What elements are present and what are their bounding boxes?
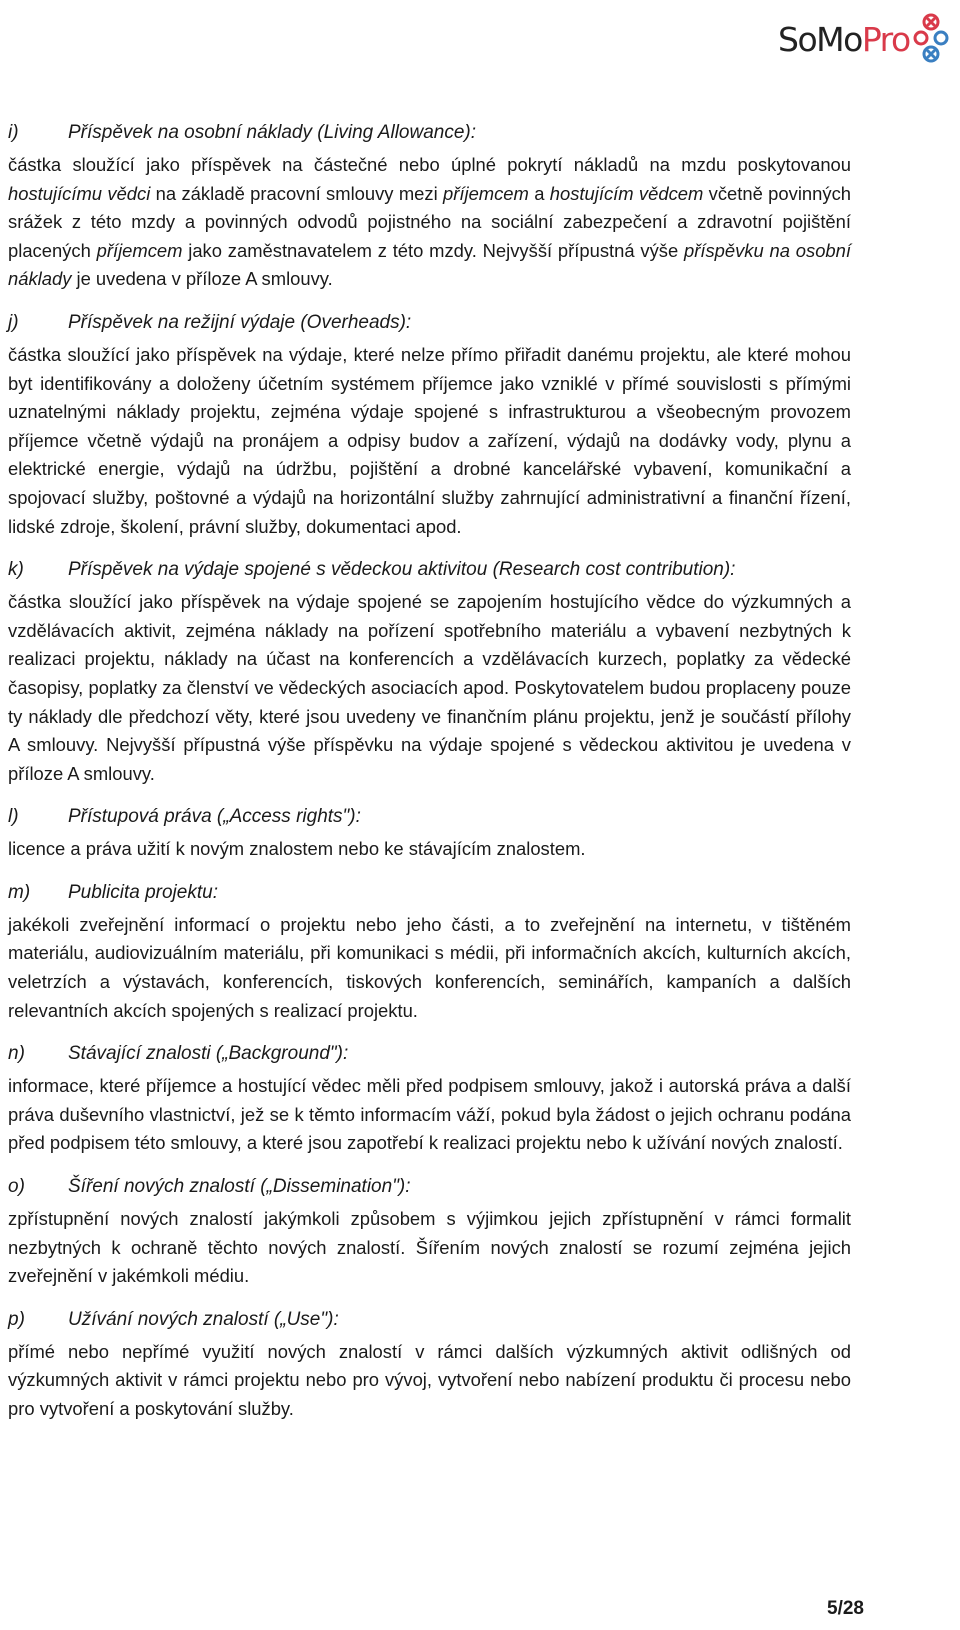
section-title-text: Příspěvek na výdaje spojené s vědeckou aktivitou (Research cost contribution): xyxy=(68,559,736,581)
section-paragraph xyxy=(8,1338,851,1424)
emphasized-term: hostujícím vědcem xyxy=(549,182,704,204)
emphasized-term: příspěvku na osobní náklady xyxy=(8,239,851,290)
section-letter: i) xyxy=(8,122,19,143)
paragraph-text: jakékoli zveřejnění informací o projektu nebo jeho části, a to zveřejnění na internetu, v tištěném materiálu, audiovizuálním materiálu, při komunikaci s médii, při informačních akcích, kulturních akcích, veletrzích a výstavách, konferencích, tiskových konferencích, seminářích, kampaních a dalších relevantních akcích spojených s realizací projektu. xyxy=(8,913,851,1021)
section-heading xyxy=(8,878,851,907)
section-heading xyxy=(8,308,851,337)
section-title-text: Přístupová práva („Access rights"): xyxy=(68,806,361,828)
document-body xyxy=(8,118,851,1438)
section-title-text: Užívání nových znalostí („Use"): xyxy=(68,1308,339,1330)
logo-text-accent: Pro xyxy=(861,20,910,59)
section-letter: m) xyxy=(8,881,31,903)
emphasized-term: hostujícímu vědci xyxy=(8,182,151,204)
section-heading xyxy=(8,118,851,147)
emphasized-term: příjemcem xyxy=(96,239,183,261)
section-letter: o) xyxy=(8,1176,25,1198)
paragraph-text: včetně povinných srážek z této mzdy a povinných odvodů pojistného na sociální zabezpečení a zdravotní pojištění placených xyxy=(8,182,851,261)
paragraph-text: přímé nebo nepřímé využití nových znalostí v rámci dalších výzkumných aktivit odlišných od výzkumných aktivit v rámci projektu nebo pro vývoj, vytvoření nebo nabízení produktu či procesu nebo pro vytvoření a poskytování služby. xyxy=(8,1340,851,1419)
section-title-text: Příspěvek na režijní výdaje (Overheads): xyxy=(68,311,412,333)
emphasized-term: příjemcem xyxy=(443,182,529,204)
section-paragraph xyxy=(8,1072,851,1158)
section-title-text: Stávající znalosti („Background"): xyxy=(68,1043,349,1065)
section-paragraph xyxy=(8,1205,851,1291)
page-number: 5/28 xyxy=(827,1598,864,1619)
paragraph-text: zpřístupnění nových znalostí jakýmkoli způsobem s výjimkou jejich zpřístupnění v rámci formalit nezbytných k ochraně těchto nových znalostí. Šířením nových znalostí se rozumí zejména jejich zveřejnění v jakémkoli médiu. xyxy=(8,1208,851,1287)
section-heading xyxy=(8,1305,851,1334)
section-title-text: Šíření nových znalostí („Dissemination"): xyxy=(68,1176,411,1198)
paragraph-text: licence a práva užití k novým znalostem nebo ke stávajícím znalostem. xyxy=(8,838,586,860)
section-letter: j) xyxy=(8,311,19,333)
paragraph-text: částka sloužící jako příspěvek na výdaje spojené se zapojením hostujícího vědce do výzkumných a vzdělávacích aktivit, zejména náklady na pořízení spotřebního materiálu a vybavení nezbytných k realizaci projektu, náklady na účast na konferencích a vzdělávacích kurzech, poplatky za vědecké časopisy, poplatky za členství ve vědeckých asociacích apod. Poskytovatelem budou proplaceny pouze ty náklady dle předchozí věty, které jsou uvedeny ve finančním plánu projektu, jenž je součástí přílohy A smlouvy. Nejvyšší přípustná výše příspěvku na výdaje spojené s vědeckou aktivitou je uvedena v příloze A smlouvy. xyxy=(8,591,851,784)
section-letter: k) xyxy=(8,559,24,581)
paragraph-text: jako zaměstnavatelem z této mzdy. Nejvyšší přípustná výše xyxy=(182,239,684,261)
section-paragraph xyxy=(8,588,851,788)
section-title-text: Příspěvek na osobní náklady (Living Allowance): xyxy=(68,122,477,143)
logo-text-main: SoMo xyxy=(778,20,862,59)
paragraph-text: je uvedena v příloze A smlouvy. xyxy=(71,268,333,290)
section-paragraph xyxy=(8,151,851,294)
section-heading xyxy=(8,802,851,831)
section-heading xyxy=(8,1172,851,1201)
paragraph-text: částka sloužící jako příspěvek na výdaje, které nelze přímo přiřadit danému projektu, ale které mohou byt identifikovány a doloženy účetním systémem příjemce jako vzniklé v přímé souvislosti s přímými uznatelnými náklady projektu, zejména výdaje spojené s infrastrukturou a všeobecným provozem příjemce včetně výdajů na pronájem a odpisy budov a zařízení, výdajů na dodávky vody, plynu a elektrické energie, výdajů na údržbu, pojištění a drobné kancelářské vybavení, komunikační a spojovací služby, poštovné a výdajů na horizontální služby zahrnující administrativní a finanční řízení, lidské zdroje, školení, právní služby, dokumentaci apod. xyxy=(8,343,851,537)
section-heading xyxy=(8,1039,851,1068)
section-letter: n) xyxy=(8,1043,25,1065)
somopro-logo xyxy=(774,8,954,74)
section-letter: l) xyxy=(8,806,19,828)
paragraph-text: částka sloužící jako příspěvek na částečné nebo úplné pokrytí nákladů na mzdu poskytovanou xyxy=(8,154,851,175)
section-paragraph xyxy=(8,911,851,1025)
section-title-text: Publicita projektu: xyxy=(68,881,218,903)
logo-emblem-icon xyxy=(908,8,954,74)
section-paragraph xyxy=(8,835,851,864)
section-letter: p) xyxy=(8,1308,25,1330)
paragraph-text: na základě pracovní smlouvy mezi xyxy=(150,182,444,204)
paragraph-text: informace, které příjemce a hostující vědec měli před podpisem smlouvy, jakož i autorská práva a další práva duševního vlastnictví, jež se k těmto informacím váží, pokud byla žádost o jejich ochranu podána před podpisem této smlouvy, a které jsou zapotřebí k realizaci projektu nebo k užívání nových znalostí. xyxy=(8,1075,851,1154)
logo-wordmark xyxy=(778,20,910,59)
section-heading xyxy=(8,555,851,584)
section-paragraph xyxy=(8,341,851,541)
paragraph-text: a xyxy=(528,182,550,204)
